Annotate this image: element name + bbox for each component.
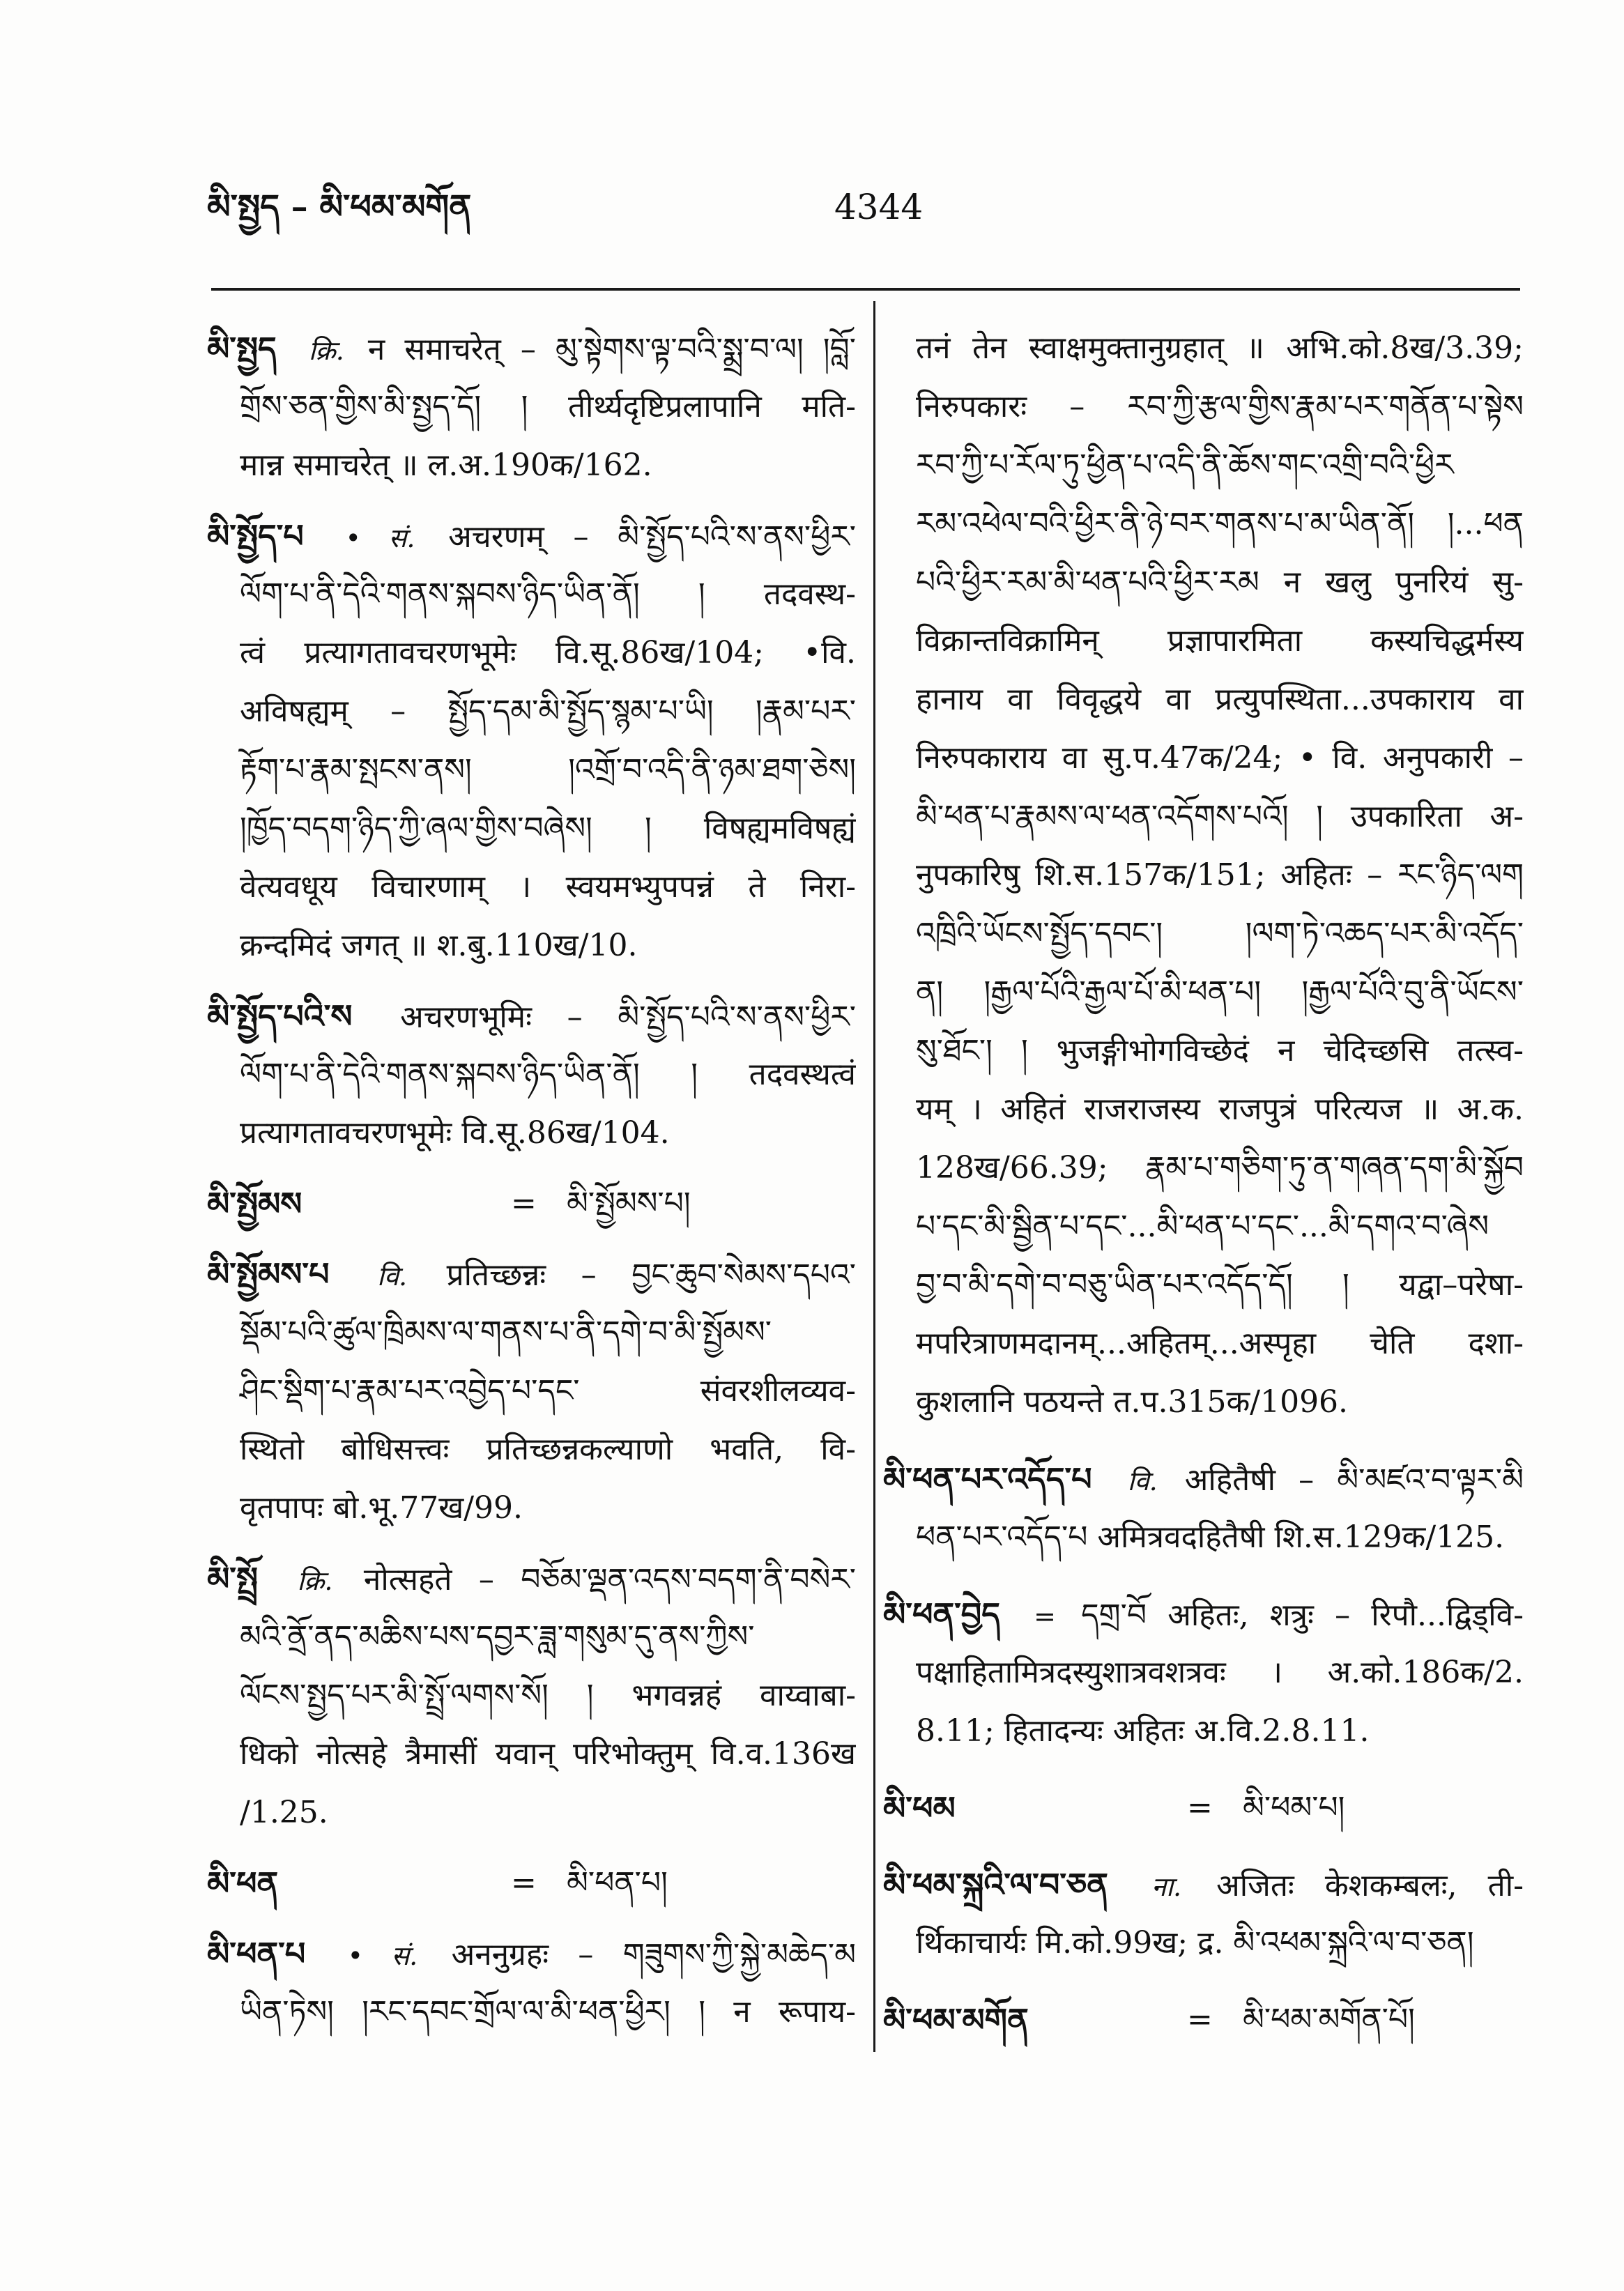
entry-text: नोत्सहते – བཅོམ་ལྡན་འདས་བདག་ནི་བསེར་ [363, 1562, 856, 1597]
pos-label: क्रि. [297, 1565, 333, 1596]
headword: མི་ཕན་པ [207, 1935, 306, 1972]
entry-line: འཁྲིའི་ཡོངས་སྤྱོད་དབང་། །ལག་ཏེ་འཆད་པར་མི་འདོད་ [916, 916, 1524, 951]
entry-line: अविषह्यम् – སྤྱོད་དམ་མི་སྤྱོད་སྙམ་པ་ཡི། །རྣམ་པར་ [240, 694, 856, 729]
entry-line: །ཁྱོད་བདག་ཉིད་ཀྱི་ཞལ་གྱིས་བཞེས། ། विषह्यमविषह्यं [240, 811, 856, 846]
cross-reference-entry [883, 1991, 1524, 2049]
entry-line: པ་དང་མི་སྦྱིན་པ་དང་...མི་ཕན་པ་དང་...མི་དགའ་བ་ཞེས [916, 1209, 1489, 1244]
pos-label: क्रि. [308, 335, 344, 366]
entry-line: 8.11; हितादन्यः अहितः अ.वि.2.8.11. [916, 1713, 1370, 1749]
headword: མི་སྤྱོམས [207, 1185, 302, 1223]
entry-line [207, 1854, 856, 1913]
entry-line: तनं तेन स्वाक्षमुक्तानुग्रहात् ॥ अभि.को.8ख/3.39; [916, 330, 1524, 366]
headword: མི་སྤྱོད་པའི་ས [207, 997, 353, 1035]
entry-text: अचरणभूमिः – མི་སྤྱོད་པའི་ས་ནས་ཕྱིར་ [400, 999, 856, 1035]
entry-line [207, 507, 856, 565]
entry-line [207, 1245, 856, 1303]
entry-line: त्वं प्रत्यागतावचरणभूमेः वि.सू.86ख/104; •वि. [240, 635, 856, 671]
entry-text: प्रतिच्छन्नः – བྱང་ཆུབ་སེམས་དཔའ་ [446, 1257, 856, 1293]
headword: མི་སྤྱོད་པ [207, 517, 304, 555]
entry-line: ཤིང་སྡིག་པ་རྣམ་པར་འབྱེད་པ་དང་ संवरशीलव्यव- [240, 1373, 856, 1409]
cross-ref-equals: = [1187, 1790, 1213, 1825]
entry-line [207, 319, 856, 378]
entry [207, 1549, 856, 1842]
header-rule [211, 288, 1520, 291]
entry-line: वृतपापः बो.भू.77ख/99. [240, 1490, 523, 1526]
entry-text: अजितः केशकम्बलः, ती- [1216, 1868, 1524, 1903]
entry-text: अननुग्रहः – གཟུགས་ཀྱི་སྐྱེ་མཆེད་མ [451, 1937, 856, 1972]
entry [883, 1855, 1524, 1972]
entry [207, 987, 856, 1163]
entry-line: རབ་ཀྱི་པ་རོལ་ཏུ་ཕྱིན་པ་འདི་ནི་ཆོས་གང་འགྲི་བའི་ཕྱིར [916, 447, 1454, 483]
entry-line: ཕན་པར་འདོད་པ अमित्रवदहितैषी शि.स.129क/125. [916, 1519, 1505, 1555]
entry-text: དགྲ་བོ अहितः, शत्रुः – रिपौ...द्विड्वि- [1081, 1597, 1524, 1633]
pos-label: • सं. [345, 523, 415, 553]
entry-line: སུ་ཐོང་། ། भुजङ्गीभोगविच्छेदं न चेदिच्छसि तत्स्व- [916, 1033, 1524, 1068]
entry-line: མི་ཕན་པ་རྣམས་ལ་ཕན་འདོགས་པའོ། ། उपकारिता अ- [916, 799, 1524, 834]
entry-line: ལོངས་སྤྱད་པར་མི་སྤྲོ་ལགས་སོ། ། भगवन्नहं वाय्वाबा- [240, 1678, 856, 1713]
pos-label: वि. [1127, 1466, 1158, 1496]
entry-line: पक्षाहितामित्रदस्युशात्रवशत्रवः । अ.को.186क/2. [916, 1655, 1524, 1690]
entry-line [883, 1855, 1524, 1914]
entry-line: स्थितो बोधिसत्त्वः प्रतिच्छन्नकल्याणो भवति, वि- [240, 1432, 856, 1467]
entry-line: र्थिकाचार्यः मि.को.99ख; द्र. མི་འཕམ་སྐྲའི་ལ་བ་ཅན། [916, 1925, 1474, 1961]
headword: མི་ཕན་བྱེད [883, 1595, 1000, 1633]
headword: མི་ཕན་པར་འདོད་པ [883, 1460, 1092, 1498]
entry [207, 1245, 856, 1538]
headword: མི་སྤྱད [207, 330, 277, 367]
entry [883, 1450, 1524, 1567]
entry-continuation [883, 319, 1524, 1432]
entry-line: वेत्यवधूय विचारणाम् । स्वयमभ्युपपन्नं ते निरा- [240, 869, 856, 905]
entry-line: धिको नोत्सहे त्रैमासीं यवान् परिभोक्तुम् वि.व.136ख [240, 1736, 856, 1772]
entry-line [207, 1549, 856, 1608]
entry-line: རམ་འཕེལ་བའི་ཕྱིར་ནི་ཉེ་བར་གནས་པ་མ་ཡིན་ནོ། །...ཕན [916, 506, 1524, 542]
entry-line: 128ख/66.39; རྣམ་པ་གཅིག་ཏུ་ན་གཞན་དག་མི་སྐྱོབ [916, 1150, 1524, 1186]
entry-line [207, 1174, 856, 1233]
entry-line: मान्न समाचरेत् ॥ ल.अ.190क/162. [240, 447, 652, 483]
entry-line: निरुपकाराय वा सु.प.47क/24; • वि. अनुपकारी – [916, 740, 1524, 776]
entry-line: ན། །རྒྱལ་པོའི་རྒྱལ་པོ་མི་ཕན་པ། །རྒྱལ་པོའི་བུ་ནི་ཡོངས་ [916, 974, 1524, 1010]
cross-reference-entry [207, 1854, 856, 1913]
entry-line: པའི་ཕྱིར་རམ་མི་ཕན་པའི་ཕྱིར་རམ न खलु पुनरियं सु- [916, 565, 1524, 600]
entry-line: विक्रान्तविक्रामिन् प्रज्ञापारमिता कस्यचिद्धर्मस्य [916, 623, 1524, 659]
entry-line: ཡིན་ཏེས། །རང་དབང་གྲོལ་ལ་མི་ཕན་ཕྱིར། ། न रूपाय- [240, 1994, 856, 2030]
entry-line: क्रन्दमिदं जगत् ॥ श.बु.110ख/10. [240, 928, 638, 963]
headword: མི་ཕམ་སྐྲའི་ལ་བ་ཅན [883, 1866, 1108, 1903]
entry-line: नुपकारिषु शि.स.157क/151; अहितः – རང་ཉིད་ལག [916, 857, 1524, 893]
entry-line: /1.25. [240, 1795, 328, 1830]
headword: མི་སྤྱོམས་པ [207, 1255, 330, 1293]
pos-label: • सं. [347, 1940, 418, 1971]
cross-reference-entry [883, 1779, 1524, 1837]
running-head: མི་སྤྱད – མི་ཕམ་མགོན [207, 187, 472, 227]
cross-ref-equals: = [511, 1186, 537, 1221]
column-divider [873, 301, 875, 2052]
entry-line: ལོག་པ་ནི་དེའི་གནས་སྐབས་ཉིད་ཡིན་ནོ། ། तदवस्थ- [240, 576, 856, 612]
entry-line [883, 1450, 1524, 1508]
cross-ref-target: མི་ཕན་པ། [567, 1865, 668, 1901]
entry-line [883, 1991, 1524, 2049]
entry-line: སྡོམ་པའི་ཚུལ་ཁྲིམས་ལ་གནས་པ་ནི་དགེ་བ་མི་སྤྱོམས་ [240, 1315, 772, 1350]
entry-line: གྲོས་ཅན་གྱིས་མི་སྤྱད་དོ། ། तीर्थ्यदृष्टिप्रलापानि मति- [240, 389, 856, 424]
left-column [207, 319, 856, 2041]
cross-reference-entry [207, 1174, 856, 1233]
entry-line: हानाय वा विवृद्धये वा प्रत्युपस्थिता...उपकाराय वा [916, 682, 1524, 717]
entry-text: न समाचरेत् – མུ་སྟེགས་ལྟ་བའི་སྨྲ་བ་ལ། །བློ་ [367, 332, 856, 367]
entry-line: प्रत्यागतावचरणभूमेः वि.सू.86ख/104. [240, 1115, 670, 1151]
entry-line: मपरित्राणमदानम्...अहितम्...अस्पृहा चेति दशा- [916, 1326, 1524, 1361]
headword: མི་ཕམ [883, 1789, 956, 1827]
entry-line: ལོག་པ་ནི་དེའི་གནས་སྐབས་ཉིད་ཡིན་ནོ། ། तदवस्थत्वं [240, 1057, 856, 1092]
entry-line: བྱ་བ་མི་དགེ་བ་བཅུ་ཡིན་པར་འདོད་དོ། ། यद्वा–परेषा- [916, 1267, 1524, 1303]
headword: མི་སྤྲོ [207, 1560, 259, 1597]
headword: མི་ཕམ་མགོན [883, 2001, 1029, 2039]
pos-label: = [1034, 1601, 1056, 1632]
entry [207, 507, 856, 975]
cross-ref-target: མི་ཕམ་མགོན་པོ། [1243, 2002, 1415, 2037]
entry-text: अचरणम् – མི་སྤྱོད་པའི་ས་ནས་ཕྱིར་ [448, 519, 856, 555]
entry-line [883, 1585, 1524, 1643]
entry [883, 1585, 1524, 1761]
entry-line: यम् । अहितं राजराजस्य राजपुत्रं परित्यज ॥ अ.क. [916, 1091, 1524, 1127]
entry-text: अहितैषी – མི་མཛའ་བ་ལྟར་མི [1184, 1462, 1524, 1498]
pos-label: वि. [377, 1261, 408, 1292]
entry-line [883, 1779, 1524, 1837]
entry [207, 1924, 856, 2041]
entry-line: निरुपकारः – རབ་ཀྱི་རྩལ་གྱིས་རྣམ་པར་གནོན་པ་སྟེས [916, 389, 1524, 424]
entry-line [207, 987, 856, 1045]
entry [207, 319, 856, 495]
entry-line: མའི་ནྲོ་ནད་མཆིས་པས་དབྱར་ཟླ་གསུམ་དུ་ནས་ཀྱིས་ [240, 1619, 755, 1655]
cross-ref-equals: = [511, 1865, 537, 1901]
cross-ref-equals: = [1187, 2002, 1213, 2037]
pos-label: ना. [1151, 1871, 1182, 1902]
headword: མི་ཕན [207, 1864, 279, 1902]
cross-ref-target: མི་ཕམ་པ། [1243, 1790, 1345, 1825]
entry-line: कुशलानि पठयन्ते त.प.315क/1096. [916, 1384, 1349, 1420]
page-number: 4344 [834, 187, 924, 227]
right-column [883, 319, 1524, 2049]
entry-line: རྟོག་པ་རྣམ་སྤངས་ནས། །འགྲོ་བ་འདི་ནི་ཉམ་ཐག་ཅེས། [240, 752, 856, 788]
entry-line [207, 1924, 856, 1983]
cross-ref-target: མི་སྤྱོམས་པ། [567, 1186, 691, 1221]
